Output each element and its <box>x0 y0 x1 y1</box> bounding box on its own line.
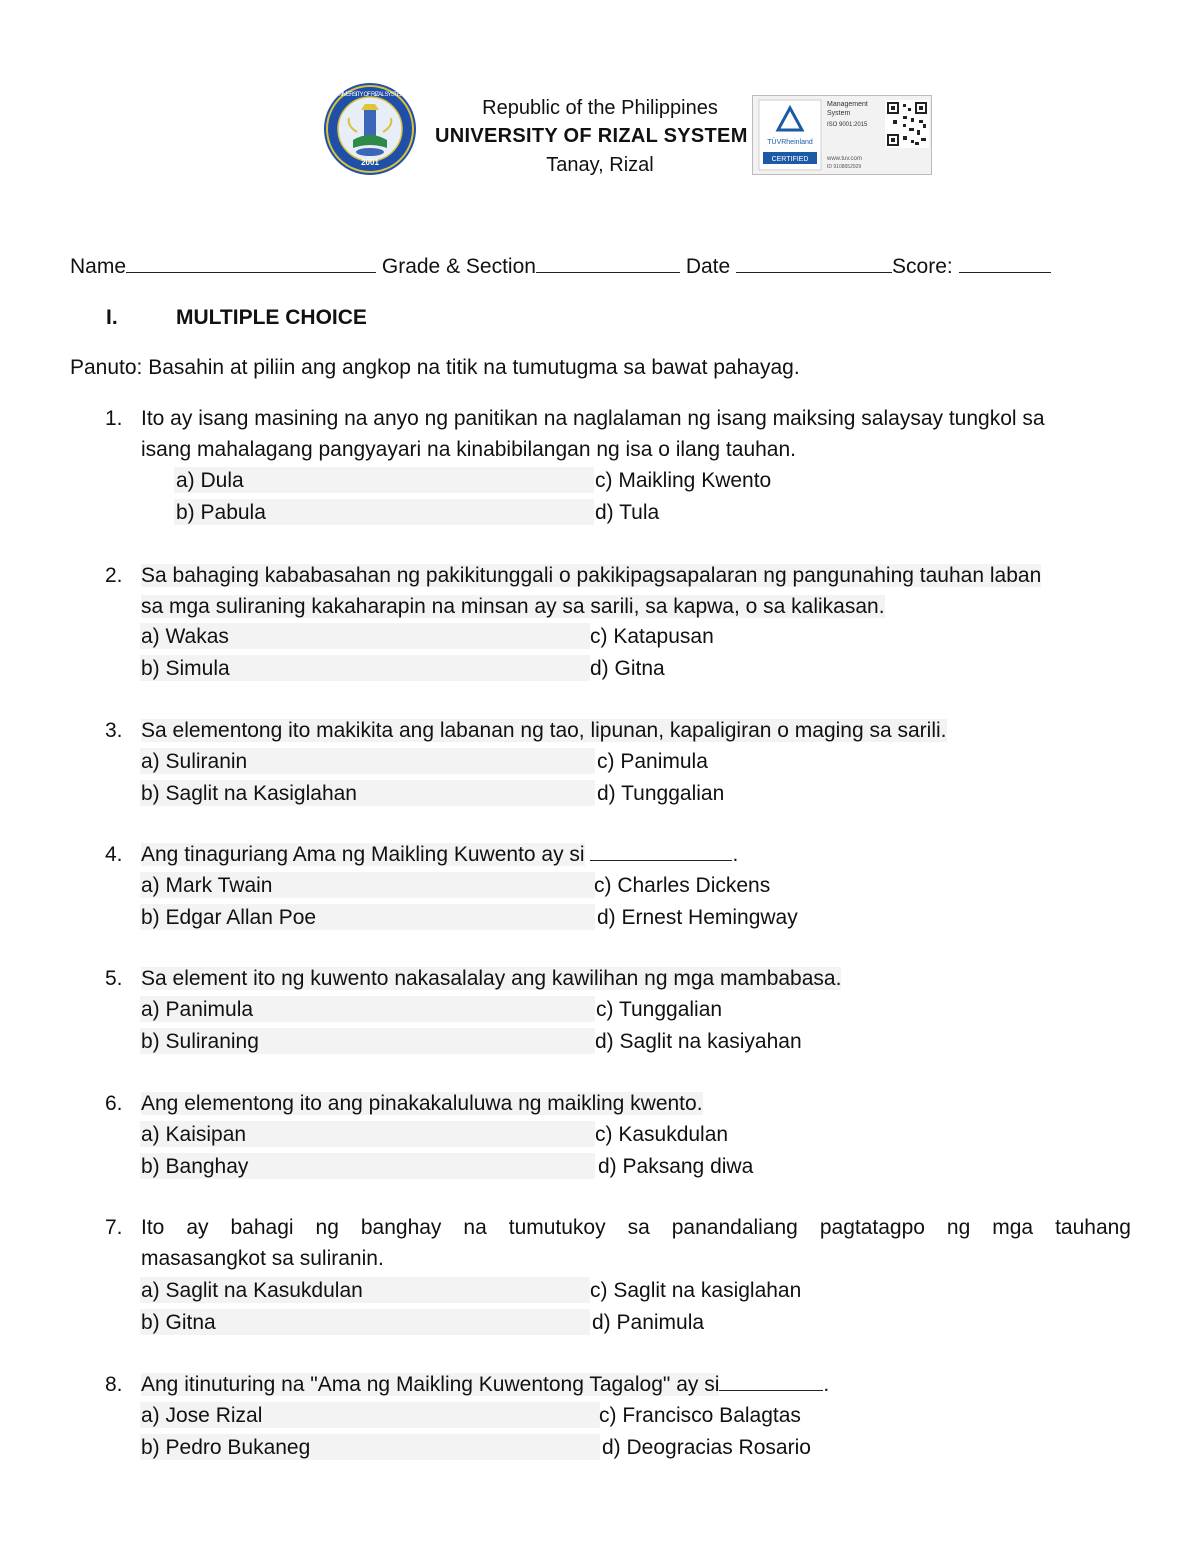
question-text <box>141 963 1131 994</box>
name-blank[interactable] <box>126 254 376 273</box>
question-text: Ang tinaguriang Ama ng Maikling Kuwento ay si . <box>141 843 739 866</box>
header-location: Tanay, Rizal <box>546 154 654 176</box>
question-number: 2. <box>105 564 123 587</box>
question-text <box>141 715 1131 746</box>
option-b[interactable]: b) Gitna <box>141 1311 216 1334</box>
option-d[interactable]: d) Tunggalian <box>597 782 725 805</box>
instructions: Panuto: Basahin at piliin ang angkop na titik na tumutugma sa bawat pahayag. <box>70 356 800 379</box>
option-a[interactable]: a) Mark Twain <box>141 874 273 897</box>
cert-line2: System <box>827 110 851 117</box>
question-number: 1. <box>105 407 123 430</box>
section-number: I. <box>106 306 118 329</box>
grade-section-label: Grade & Section <box>381 255 536 278</box>
seal-year: 2001 <box>361 158 379 167</box>
option-c[interactable]: c) Saglit na kasiglahan <box>590 1279 802 1302</box>
option-c[interactable]: c) Charles Dickens <box>594 874 771 897</box>
option-a[interactable]: a) Suliranin <box>141 750 248 773</box>
option-a[interactable]: a) Kaisipan <box>141 1123 247 1146</box>
qr-code-icon <box>885 100 929 148</box>
question-text <box>141 403 1131 465</box>
question-number: 4. <box>105 843 123 866</box>
option-b[interactable]: b) Simula <box>141 657 230 680</box>
option-d[interactable]: d) Tula <box>595 501 660 524</box>
name-label: Name <box>70 255 127 278</box>
option-a[interactable]: a) Panimula <box>141 998 254 1021</box>
option-b[interactable]: b) Pabula <box>176 501 266 524</box>
seal-text: UNIVERSITY OF RIZAL SYSTEM <box>335 92 405 98</box>
header-university: UNIVERSITY OF RIZAL SYSTEM <box>435 125 748 147</box>
option-b[interactable]: b) Edgar Allan Poe <box>141 906 317 929</box>
date-label: Date <box>685 255 731 278</box>
option-a[interactable]: a) Jose Rizal <box>141 1404 263 1427</box>
question-line: Sa bahaging kababasahan ng pakikitunggali o pakikipagsapalaran ng pangunahing tauhan laban <box>141 564 1042 587</box>
header-republic: Republic of the Philippines <box>482 97 718 119</box>
option-c[interactable]: c) Katapusan <box>590 625 714 648</box>
question-line: sa mga suliraning kakaharapin na minsan ay sa sarili, sa kapwa, o sa kalikasan. <box>141 595 885 618</box>
option-d[interactable]: d) Gitna <box>590 657 665 680</box>
question-number: 5. <box>105 967 123 990</box>
question-number: 7. <box>105 1216 123 1239</box>
question-number: 6. <box>105 1092 123 1115</box>
option-b[interactable]: b) Saglit na Kasiglahan <box>141 782 357 805</box>
question-line: Sa elementong ito makikita ang labanan ng tao, lipunan, kapaligiran o maging sa sarili. <box>141 719 947 742</box>
question-line: isang mahalagang pangyayari na kinabibilangan ng isa o ilang tauhan. <box>141 438 796 461</box>
question-line: Ito ay isang masining na anyo ng panitikan na naglalaman ng isang maiksing salaysay tungkol sa <box>141 407 1045 430</box>
option-c[interactable]: c) Francisco Balagtas <box>599 1404 801 1427</box>
option-c[interactable]: c) Panimula <box>597 750 708 773</box>
option-b[interactable]: b) Pedro Bukaneg <box>141 1436 311 1459</box>
option-c[interactable]: c) Kasukdulan <box>595 1123 729 1146</box>
option-d[interactable]: d) Deogracias Rosario <box>602 1436 811 1459</box>
option-d[interactable]: d) Panimula <box>592 1311 705 1334</box>
cert-web: www.tuv.com <box>827 156 862 162</box>
option-c[interactable]: c) Tunggalian <box>596 998 723 1021</box>
question-number: 8. <box>105 1373 123 1396</box>
score-label: Score: <box>892 255 953 278</box>
iso-certification-badge <box>752 95 932 175</box>
question-text <box>141 560 1131 622</box>
option-a[interactable]: a) Dula <box>176 469 244 492</box>
cert-brand: TÜVRheinland <box>767 139 813 146</box>
question-line: Ito ay bahagi ng banghay na tumutukoy sa panandaliang pagtatagpo ng mga tauhang <box>141 1216 1131 1239</box>
section-title: MULTIPLE CHOICE <box>176 306 367 329</box>
cert-badge: CERTIFIED <box>771 156 809 163</box>
option-d[interactable]: d) Saglit na kasiyahan <box>595 1030 802 1053</box>
option-d[interactable]: d) Paksang diwa <box>598 1155 754 1178</box>
answer-blank[interactable] <box>590 844 732 861</box>
question-line: Sa element ito ng kuwento nakasalalay ang kawilihan ng mga mambabasa. <box>141 967 842 990</box>
cert-line1: Management <box>827 101 868 108</box>
question-line: masasangkot sa suliranin. <box>141 1247 384 1270</box>
date-blank[interactable] <box>736 254 892 273</box>
question-number: 3. <box>105 719 123 742</box>
answer-blank[interactable] <box>719 1374 823 1391</box>
question-line: Ang elementong ito ang pinakakaluluwa ng maikling kwento. <box>141 1092 703 1115</box>
question-line: Ang itinuturing na "Ama ng Maikling Kuwentong Tagalog" ay si <box>141 1373 720 1396</box>
option-b[interactable]: b) Suliraning <box>141 1030 259 1053</box>
question-line: Ang tinaguriang Ama ng Maikling Kuwento ay si <box>141 843 585 866</box>
option-a[interactable]: a) Wakas <box>141 625 229 648</box>
grade-section-blank[interactable] <box>536 254 680 273</box>
score-blank[interactable] <box>959 254 1051 273</box>
student-info-line <box>70 254 1051 279</box>
question-text <box>141 1212 1131 1274</box>
question-text <box>141 1088 1131 1119</box>
option-a[interactable]: a) Saglit na Kasukdulan <box>141 1279 363 1302</box>
university-seal-logo <box>323 82 417 176</box>
question-text: Ang itinuturing na "Ama ng Maikling Kuwentong Tagalog" ay si . <box>141 1373 830 1396</box>
option-c[interactable]: c) Maikling Kwento <box>595 469 772 492</box>
cert-id: ID 9108652929 <box>827 164 862 170</box>
option-b[interactable]: b) Banghay <box>141 1155 249 1178</box>
cert-line3: ISO 9001:2015 <box>827 122 868 128</box>
option-d[interactable]: d) Ernest Hemingway <box>597 906 798 929</box>
